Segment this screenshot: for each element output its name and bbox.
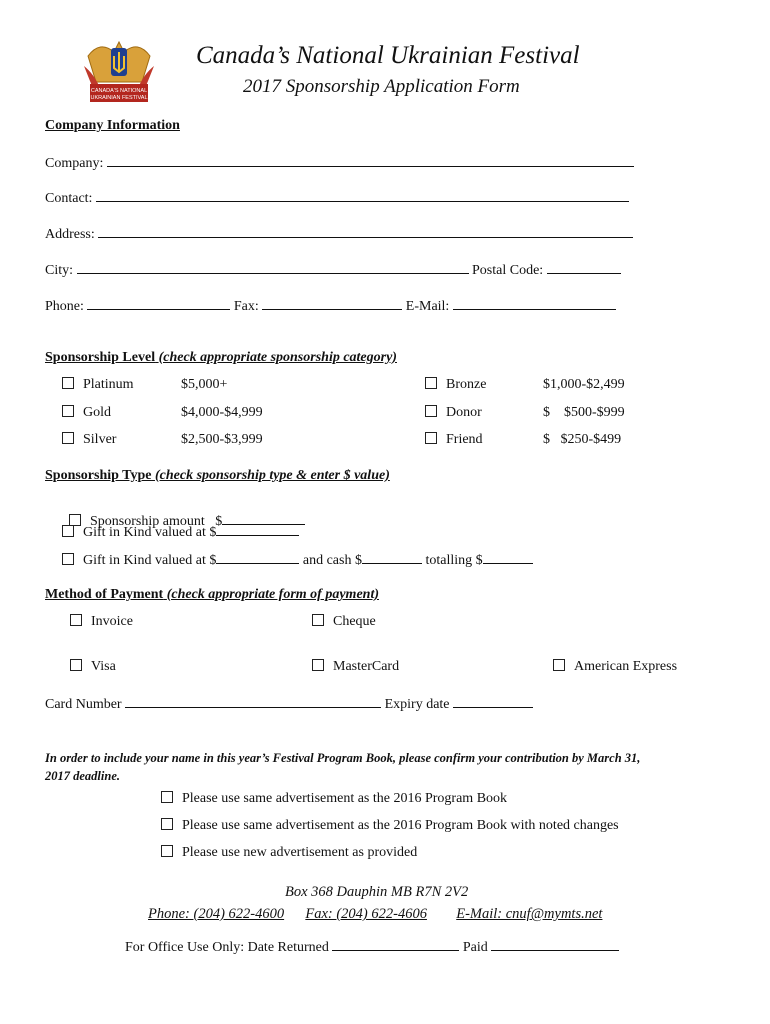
type-gift-row: Gift in Kind valued at $ [62, 523, 299, 541]
payment-heading: Method of Payment (check appropriate form of payment) [45, 587, 379, 602]
payment-amex[interactable]: American Express [553, 659, 677, 675]
level-silver[interactable]: Silver [62, 432, 116, 448]
checkbox-icon[interactable] [161, 818, 173, 830]
address-row [45, 225, 633, 243]
contact-field[interactable] [96, 189, 629, 202]
form-title: Canada’s National Ukrainian Festival [196, 42, 580, 69]
form-subtitle: 2017 Sponsorship Application Form [243, 76, 520, 97]
checkbox-icon[interactable] [62, 377, 74, 389]
checkbox-icon[interactable] [425, 377, 437, 389]
checkbox-icon[interactable] [70, 614, 82, 626]
company-field[interactable] [107, 154, 634, 167]
email-label: E-Mail: [405, 299, 450, 314]
expiry-field[interactable] [453, 695, 533, 708]
payment-invoice[interactable]: Invoice [70, 614, 133, 630]
fax-field[interactable] [262, 297, 402, 310]
level-bronze[interactable]: Bronze [425, 377, 486, 393]
level-silver-amount: $2,500-$3,999 [181, 432, 263, 447]
card-number-field[interactable] [125, 695, 381, 708]
gift-field[interactable] [216, 523, 299, 536]
office-use-row [125, 938, 619, 956]
sponsorship-level-heading: Sponsorship Level (check appropriate sponsorship category) [45, 350, 397, 365]
level-platinum[interactable]: Platinum [62, 377, 134, 393]
level-donor-amount: $ $500-$999 [543, 405, 625, 420]
payment-mastercard[interactable]: MasterCard [312, 659, 399, 675]
footer-fax: Fax: (204) 622-4606 [305, 906, 427, 922]
level-gold-amount: $4,000-$4,999 [181, 405, 263, 420]
checkbox-icon[interactable] [62, 405, 74, 417]
address-field[interactable] [98, 225, 633, 238]
company-row [45, 154, 634, 172]
phone-label: Phone: [45, 299, 84, 314]
footer-contact [148, 906, 602, 923]
program-option-changes[interactable]: Please use same advertisement as the 2016 Program Book with noted changes [161, 818, 619, 834]
paid-field[interactable] [491, 938, 619, 951]
type-gift-cash-row: Gift in Kind valued at $ and cash $ totalling $ [62, 551, 533, 569]
level-platinum-amount: $5,000+ [181, 377, 228, 392]
program-option-same[interactable]: Please use same advertisement as the 2016 Program Book [161, 791, 507, 807]
checkbox-icon[interactable] [425, 432, 437, 444]
checkbox-icon[interactable] [553, 659, 565, 671]
checkbox-icon[interactable] [161, 845, 173, 857]
contact-row [45, 189, 629, 207]
postal-label: Postal Code: [472, 263, 544, 278]
checkbox-icon[interactable] [312, 614, 324, 626]
card-number-label: Card Number [45, 697, 122, 712]
payment-cheque[interactable]: Cheque [312, 614, 376, 630]
office-use-label: For Office Use Only: Date Returned [125, 940, 329, 955]
level-friend[interactable]: Friend [425, 432, 483, 448]
level-gold[interactable]: Gold [62, 405, 111, 421]
type-amount-row: Sponsorship amount $ [62, 496, 305, 530]
checkbox-icon[interactable] [62, 553, 74, 565]
checkbox-icon[interactable] [62, 525, 74, 537]
paid-label: Paid [462, 940, 488, 955]
checkbox-icon[interactable] [312, 659, 324, 671]
total-field[interactable] [483, 551, 533, 564]
level-donor[interactable]: Donor [425, 405, 482, 421]
footer-address: Box 368 Dauphin MB R7N 2V2 [285, 884, 469, 900]
city-field[interactable] [77, 261, 469, 274]
cash-field[interactable] [362, 551, 422, 564]
expiry-label: Expiry date [384, 697, 450, 712]
email-field[interactable] [453, 297, 616, 310]
footer-phone: Phone: (204) 622-4600 [148, 906, 285, 922]
contact-label: Contact: [45, 191, 93, 206]
company-label: Company: [45, 156, 104, 171]
checkbox-icon[interactable] [425, 405, 437, 417]
payment-visa[interactable]: Visa [70, 659, 116, 675]
fax-label: Fax: [233, 299, 259, 314]
checkbox-icon[interactable] [70, 659, 82, 671]
city-row [45, 261, 621, 279]
checkbox-icon[interactable] [62, 432, 74, 444]
phone-row [45, 297, 616, 315]
company-heading: Company Information [45, 118, 180, 133]
sponsorship-type-heading: Sponsorship Type (check sponsorship type & enter $ value) [45, 468, 390, 483]
festival-logo [80, 36, 158, 108]
address-label: Address: [45, 227, 95, 242]
date-returned-field[interactable] [332, 938, 459, 951]
card-row [45, 695, 533, 713]
gift-value-field[interactable] [216, 551, 299, 564]
checkbox-icon[interactable] [161, 791, 173, 803]
svg-text:UKRAINIAN FESTIVAL: UKRAINIAN FESTIVAL [90, 95, 148, 101]
city-label: City: [45, 263, 74, 278]
svg-text:CANADA'S NATIONAL: CANADA'S NATIONAL [90, 88, 148, 94]
postal-field[interactable] [547, 261, 621, 274]
footer-email[interactable]: E-Mail: cnuf@mymts.net [456, 906, 603, 922]
program-book-note: In order to include your name in this year’s Festival Program Book, please confirm your contribution by March 31, 2017 deadline. [45, 751, 641, 783]
program-option-new[interactable]: Please use new advertisement as provided [161, 845, 417, 861]
level-friend-amount: $ $250-$499 [543, 432, 622, 447]
level-bronze-amount: $1,000-$2,499 [543, 377, 625, 392]
phone-field[interactable] [87, 297, 230, 310]
